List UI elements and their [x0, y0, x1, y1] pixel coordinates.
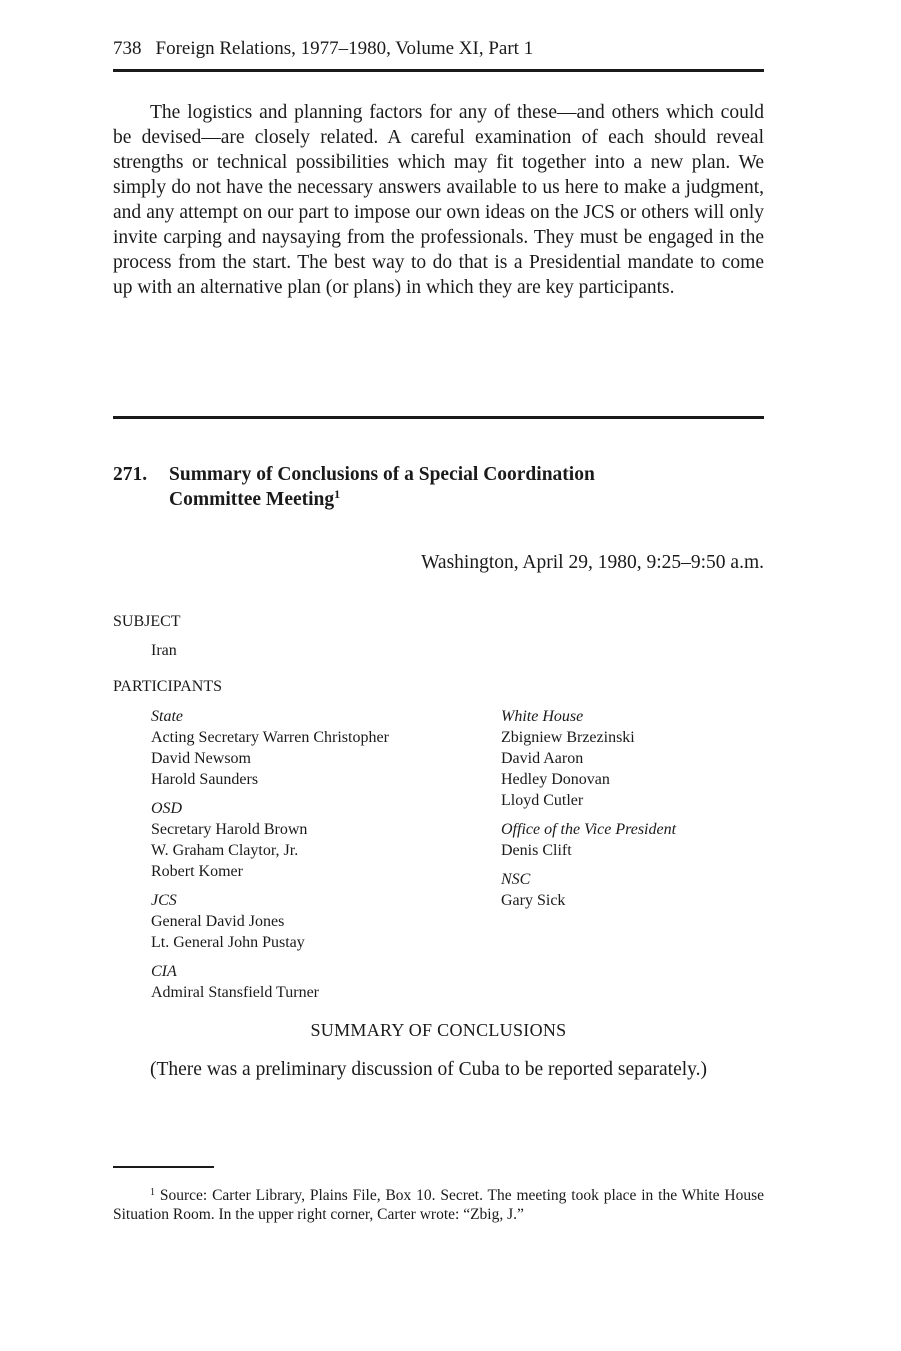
summary-heading: SUMMARY OF CONCLUSIONS [310, 1020, 567, 1040]
participant-group-name: White House [501, 708, 584, 725]
running-title: Foreign Relations, 1977–1980, Volume XI, Part 1 [155, 38, 534, 59]
participant-group [151, 961, 481, 1003]
participants-right-column [501, 706, 764, 919]
subject-label: SUBJECT [113, 613, 181, 630]
participant-name: Lt. General John Pustay [151, 934, 305, 951]
participant-name: David Newsom [151, 750, 251, 767]
dateline: Washington, April 29, 1980, 9:25–9:50 a.m. [421, 552, 764, 573]
footnote [113, 1186, 764, 1224]
header-rule [113, 69, 764, 72]
footnote-reference[interactable]: 1 [334, 487, 341, 501]
participant-name: Acting Secretary Warren Christopher [151, 729, 389, 746]
participant-group-name: NSC [501, 871, 531, 888]
participant-name: David Aaron [501, 750, 584, 767]
document-title-wrap [169, 462, 689, 512]
intro-paragraph: The logistics and planning factors for any of these—and others which could be devised—are closely related. A careful examination of each should reveal strengths or technical possibilities which may fit together into a new plan. We simply do not have the necessary answers available to us here to make a judgment, and any attempt on our part to impose our own ideas on the JCS or others will only invite carping and naysaying from the professionals. They must be engaged in the process from the start. The best way to do that is a Presidential mandate to come up with an alternative plan (or plans) in which they are key participants. [113, 102, 764, 298]
participant-name: Harold Saunders [151, 771, 259, 788]
participant-group-name: OSD [151, 800, 183, 817]
participant-name: Admiral Stansfield Turner [151, 984, 319, 1001]
participant-group-name: State [151, 708, 183, 725]
participant-name: Denis Clift [501, 842, 572, 859]
participant-group [501, 869, 764, 911]
participant-group-name: CIA [151, 963, 177, 980]
summary-paragraph: (There was a preliminary discussion of Cuba to be reported separately.) [150, 1059, 707, 1080]
participant-name: Lloyd Cutler [501, 792, 584, 809]
participant-name: Gary Sick [501, 892, 566, 909]
participant-group-name: Office of the Vice President [501, 821, 677, 838]
participant-group [501, 706, 764, 811]
participant-group [151, 798, 481, 882]
participants-left-column [151, 706, 481, 1011]
section-divider [113, 416, 764, 419]
document-number: 271. [113, 464, 148, 485]
document-heading [113, 462, 764, 512]
participant-group-name: JCS [151, 892, 177, 909]
running-head [113, 36, 764, 62]
document-title: Summary of Conclusions of a Special Coordination Committee Meeting [169, 464, 595, 510]
participant-name: Robert Komer [151, 863, 243, 880]
footnote-marker: 1 [150, 1187, 155, 1198]
subject-value: Iran [151, 642, 177, 659]
footnote-rule [113, 1166, 214, 1168]
page-number: 738 [113, 38, 142, 59]
participant-name: General David Jones [151, 913, 285, 930]
participants-label: PARTICIPANTS [113, 678, 223, 695]
participant-group [151, 890, 481, 953]
footnote-text: Source: Carter Library, Plains File, Box 10. Secret. The meeting took place in the White House Situation Room. In the upper right corner, Carter wrote: “Zbig, J.” [113, 1187, 764, 1223]
participant-name: Zbigniew Brzezinski [501, 729, 635, 746]
participant-name: Hedley Donovan [501, 771, 610, 788]
participant-group [501, 819, 764, 861]
participant-group [151, 706, 481, 790]
participant-name: W. Graham Claytor, Jr. [151, 842, 299, 859]
participant-name: Secretary Harold Brown [151, 821, 308, 838]
